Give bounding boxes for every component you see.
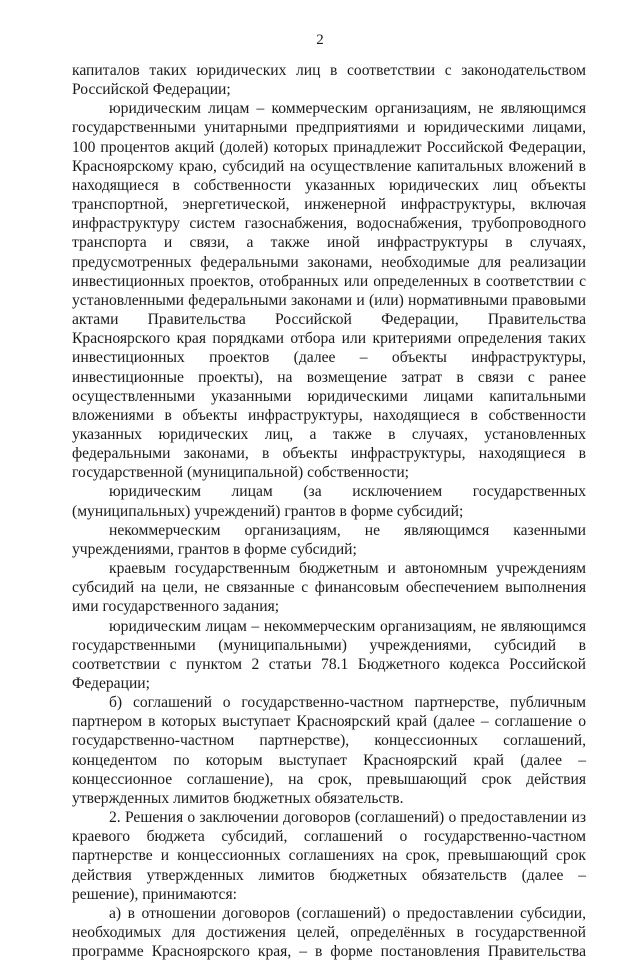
document-body	[72, 61, 586, 961]
paragraph-non-commercial-grants: некоммерческим организациям, не являющимся казенными учреждениями, грантов в форме субсидий;	[72, 521, 586, 558]
paragraph-commercial-organizations: юридическим лицам – коммерческим организациям, не являющимся государственными унитарными предприятиями и юридическими лицами, 100 процентов акций (долей) которых принадлежит Российской Федерации, Красноярскому краю, субсидий на осуществление капитальных вложений в находящиеся в собственности указанных юридических лиц объекты транспортной, энергетической, инженерной инфраструктуры, включая инфраструктуру систем газоснабжения, водоснабжения, трубопроводного транспорта и связи, а также иной инфраструктуры в случаях, предусмотренных федеральными законами, необходимые для реализации инвестиционных проектов, отобранных или определенных в соответствии с установленными федеральными законами и (или) нормативными правовыми актами Правительства Российской Федерации, Правительства Красноярского края порядками отбора или критериями определения таких инвестиционных проектов (далее – объекты инфраструктуры, инвестиционные проекты), на возмещение затрат в связи с ранее осуществленными указанными юридическими лицами капитальными вложениями в объекты инфраструктуры, находящиеся в собственности указанных юридических лиц, а также в случаях, установленных федеральными законами, в объекты инфраструктуры, находящиеся в государственной (муниципальной) собственности;	[72, 100, 586, 482]
paragraph-non-commercial-subsidies: юридическим лицам – некоммерческим организациям, не являющимся государственными (муниципальными) учреждениями, субсидий в соответствии с пунктом 2 статьи 78.1 Бюджетного кодекса Российской Федерации;	[72, 617, 586, 692]
paragraph-legal-entities-grants: юридическим лицам (за исключением государственных (муниципальных) учреждений) грантов в форме субсидий;	[72, 483, 586, 520]
paragraph-ppp-agreements: б) соглашений о государственно-частном партнерстве, публичным партнером в которых выступает Красноярский край (далее – соглашение о государственно-частном партнерстве), концессионных соглашений, концедентом по которым выступает Красноярский край (далее – концессионное соглашение), на срок, превышающий срок действия утвержденных лимитов бюджетных обязательств.	[72, 694, 586, 807]
page-number: 2	[316, 32, 324, 48]
paragraph-state-institutions: краевым государственным бюджетным и автономным учреждениям субсидий на цели, не связанные с финансовым обеспечением выполнения ими государственного задания;	[72, 560, 586, 616]
paragraph-capital-continuation: капиталов таких юридических лиц в соответствии с законодательством Российской Федерации;	[72, 62, 586, 99]
paragraph-subsidy-agreements: а) в отношении договоров (соглашений) о предоставлении субсидии, необходимых для достижения целей, определённых в государственной программе Красноярского края, – в форме постановления Правительства	[72, 904, 586, 961]
paragraph-decisions: 2. Решения о заключении договоров (соглашений) о предоставлении из краевого бюджета субсидий, соглашений о государственно-частном партнерстве и концессионных соглашениях на срок, превышающий срок действия утвержденных лимитов бюджетных обязательств (далее – решение), принимаются:	[72, 809, 586, 903]
